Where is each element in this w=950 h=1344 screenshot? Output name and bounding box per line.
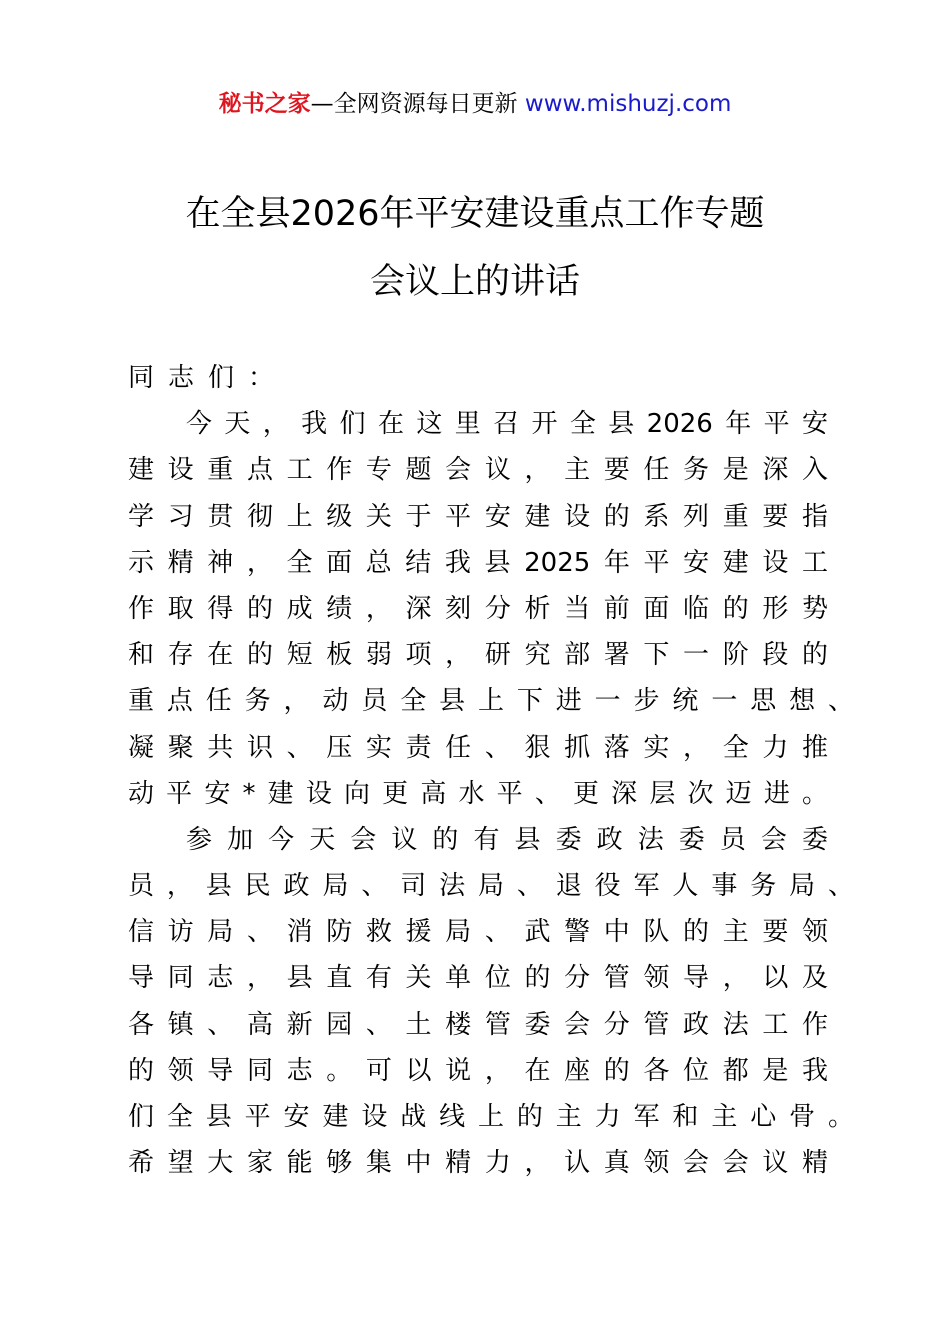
paragraph-line: 各镇、高新园、土楼管委会分管政法工作 <box>128 1009 828 1040</box>
paragraph-line: 建设重点工作专题会议，主要任务是深入 <box>128 455 828 486</box>
title-line-1: 在全县2026年平安建设重点工作专题 <box>185 194 765 234</box>
header-tagline: —全网资源每日更新 <box>310 91 518 117</box>
brand-name: 秘书之家 <box>218 91 311 117</box>
paragraph-line: 学习贯彻上级关于平安建设的系列重要指 <box>128 501 828 532</box>
paragraph-line: 动平安*建设向更高水平、更深层次迈进。 <box>128 778 828 809</box>
paragraph-line: 信访局、消防救援局、武警中队的主要领 <box>128 917 828 948</box>
paragraph-line: 导同志，县直有关单位的分管领导，以及 <box>128 963 828 994</box>
salutation: 同志们： <box>128 363 289 393</box>
paragraph-line: 示精神，全面总结我县2025年平安建设工 <box>128 547 828 578</box>
site-url-link[interactable]: www.mishuzj.com <box>524 91 732 117</box>
paragraph-line: 们全县平安建设战线上的主力军和主心骨。 <box>128 1102 854 1132</box>
paragraph-line: 员，县民政局、司法局、退役军人事务局、 <box>128 871 854 902</box>
paragraph-line: 的领导同志。可以说，在座的各位都是我 <box>128 1055 828 1086</box>
paragraph-line: 和存在的短板弱项，研究部署下一阶段的 <box>128 640 828 671</box>
document-title <box>0 180 950 316</box>
paragraph-line: 作取得的成绩，深刻分析当前面临的形势 <box>128 593 828 624</box>
document-body <box>128 355 854 1186</box>
paragraph-line: 凝聚共识、压实责任、狠抓落实，全力推 <box>128 732 828 763</box>
paragraph-line: 参加今天会议的有县委政法委员会委 <box>186 824 828 855</box>
paragraph-line: 今天，我们在这里召开全县2026年平安 <box>186 409 828 440</box>
title-line-2: 会议上的讲话 <box>369 262 580 302</box>
paragraph-line: 希望大家能够集中精力，认真领会会议精 <box>128 1148 828 1179</box>
site-header <box>0 88 950 120</box>
paragraph-line: 重点任务，动员全县上下进一步统一思想、 <box>128 686 854 717</box>
